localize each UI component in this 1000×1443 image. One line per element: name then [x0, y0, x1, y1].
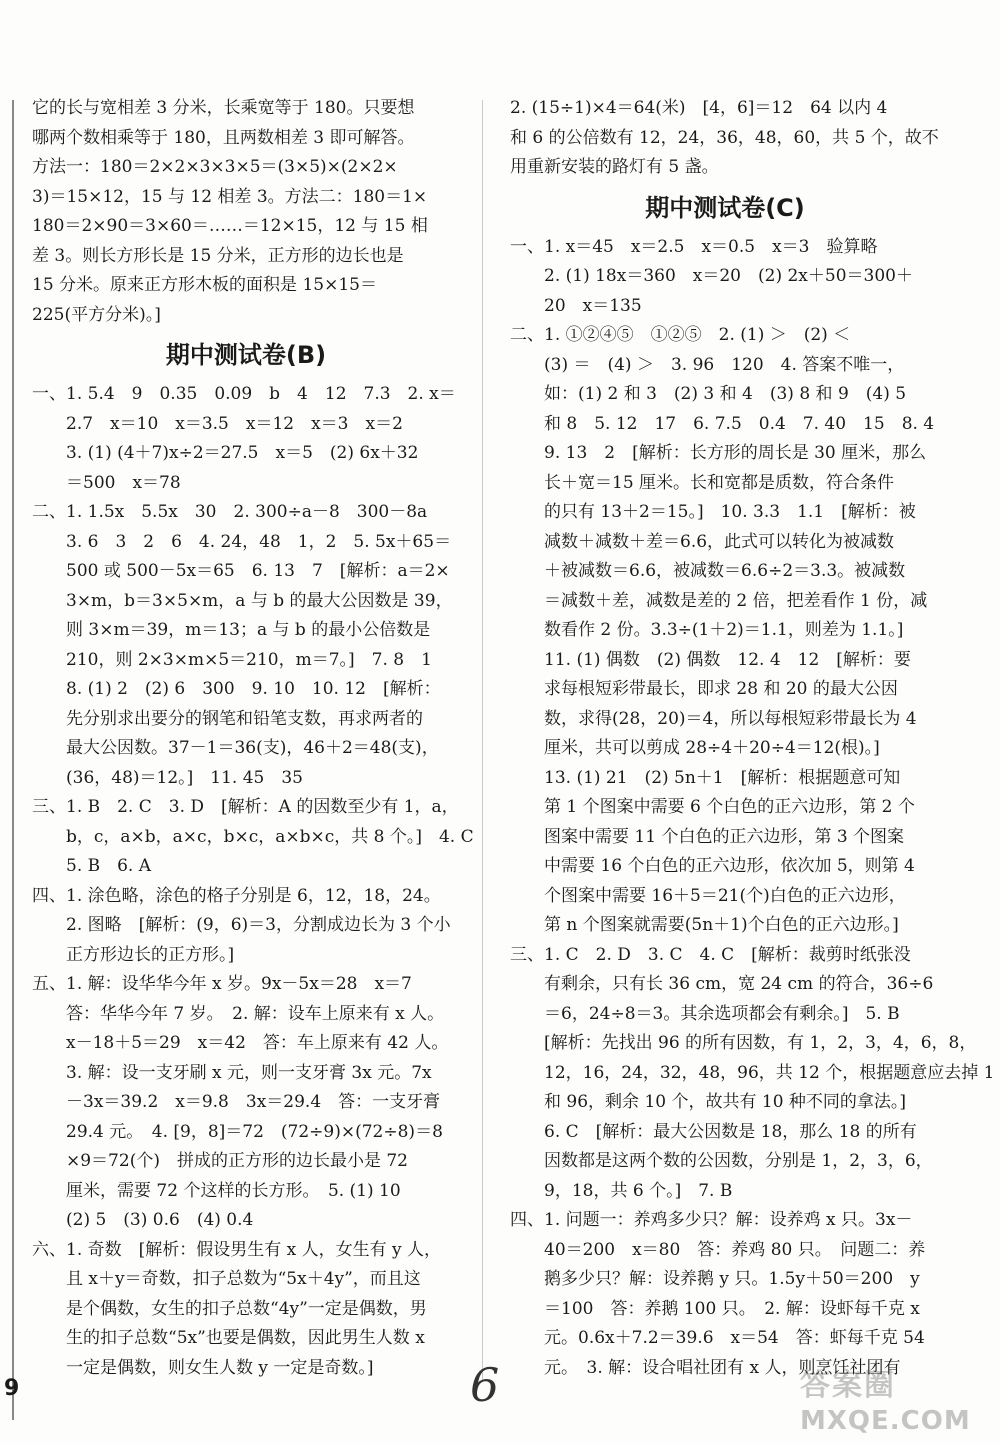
answer-line: 元。0.6x＋7.2＝39.6 x＝54 答：虾每千克 54	[544, 1328, 925, 1348]
watermark-text: 答案圈	[800, 1368, 896, 1403]
answer-line: 一、1. 5.4 9 0.35 0.09 b 4 12 7.3 2. x＝	[32, 384, 456, 404]
section-c-answers	[510, 233, 995, 1384]
answer-line: 9. 13 2 [解析：长方形的周长是 30 厘米，那么	[544, 443, 927, 463]
answer-line: 厘米，需要 72 个这样的长方形。 5. (1) 10	[66, 1180, 401, 1201]
answer-line: 11. (1) 偶数 (2) 偶数 12. 4 12 [解析：要	[544, 649, 911, 670]
text-line: 225(平方分米)。]	[32, 304, 161, 325]
left-column	[32, 94, 474, 1383]
answer-line: 则 3×m＝39，m＝13；a 与 b 的最小公倍数是	[66, 620, 431, 640]
answer-line: 2. (1) 18x＝360 x＝20 (2) 2x＋50＝300＋	[544, 266, 913, 286]
answer-line: x－18＋5＝29 x＝42 答：车上原来有 42 人。	[66, 1033, 449, 1053]
answer-line: ＝减数＋差，减数是差的 2 倍，把差看作 1 份，减	[544, 590, 928, 611]
answer-line: 四、1. 问题一：养鸡多少只？解：设养鸡 x 只。3x－	[510, 1210, 913, 1230]
answer-line: 5. B 6. A	[66, 856, 152, 876]
answer-line: 第 1 个图案中需要 6 个白色的正六边形，第 2 个	[544, 797, 915, 817]
answer-line: 答：华华今年 7 岁。 2. 解：设车上原来有 x 人。	[66, 1003, 445, 1024]
answer-line: 8. (1) 2 (2) 6 300 9. 10 10. 12 [解析：	[66, 679, 441, 699]
answer-line: 最大公因数。37－1＝36(支)，46＋2＝48(支)，	[66, 738, 439, 758]
answer-line: 三、1. B 2. C 3. D [解析：A 的因数至少有 1，a，	[32, 797, 459, 817]
answer-line: 一、1. x＝45 x＝2.5 x＝0.5 x＝3 验算略	[510, 236, 878, 257]
right-column	[510, 94, 995, 1383]
page-number: 9	[4, 1376, 20, 1401]
answer-line: 13. (1) 21 (2) 5n＋1 [解析：根据题意可知	[544, 767, 901, 788]
page-binding-edge	[12, 100, 14, 1420]
right-intro-text	[510, 94, 940, 183]
section-title-c: 期中测试卷(C)	[645, 193, 805, 222]
answer-line: 五、1. 解：设华华今年 x 岁。9x－5x＝28 x＝7	[32, 974, 412, 994]
text-line: 哪两个数相乘等于 180，且两数相差 3 即可解答。	[32, 127, 415, 148]
answer-line: 是个偶数，女生的扣子总数“4y”一定是偶数，男	[66, 1298, 427, 1319]
answer-line: 20 x＝135	[544, 295, 642, 316]
answer-line: 减数＋减数＋差＝6.6，此式可以转化为被减数	[544, 531, 895, 552]
text-line: 它的长与宽相差 3 分米，长乘宽等于 180。只要想	[32, 98, 415, 118]
column-divider	[482, 100, 483, 1380]
answer-line: －3x＝39.2 x＝9.8 3x＝29.4 答：一支牙膏	[66, 1092, 441, 1112]
answer-line: [解析：先找出 96 的所有因数，有 1，2，3，4，6，8，	[544, 1033, 977, 1053]
answer-line: 长＋宽＝15 厘米。长和宽都是质数，符合条件	[544, 472, 895, 493]
answer-line: 生的扣子总数“5x”也要是偶数，因此男生人数 x	[66, 1328, 425, 1348]
answer-line: 12，16，24，32，48，96，共 12 个，根据题意应去掉 1	[544, 1062, 995, 1083]
answer-line: (3) ＝ (4) ＞ 3. 96 120 4. 答案不唯一，	[544, 354, 905, 375]
answer-line: (36，48)＝12。] 11. 45 35	[66, 767, 303, 788]
watermark-url: MXQE.COM	[800, 1406, 971, 1436]
answer-line: 一定是偶数，则女生人数 y 一定是奇数。]	[66, 1357, 374, 1378]
answer-line: 3. 6 3 2 6 4. 24，48 1，2 5. 5x＋65＝	[66, 531, 452, 552]
answer-line: 和 8 5. 12 17 6. 7.5 0.4 7. 40 15 8. 4	[544, 413, 935, 434]
answer-line: 6. C [解析：最大公因数是 18，那么 18 的所有	[544, 1121, 917, 1142]
answer-line: 数，求得(28，20)＝4，所以每根短彩带最长为 4	[544, 708, 917, 729]
answer-line: 四、1. 涂色略，涂色的格子分别是 6，12，18，24。	[32, 885, 441, 906]
watermark-logo	[800, 1360, 996, 1440]
text-line: 和 6 的公倍数有 12，24，36，48，60，共 5 个，故不	[510, 127, 939, 148]
answer-line: (2) 5 (3) 0.6 (4) 0.4	[66, 1210, 254, 1230]
answer-line: 二、1. 1.5x 5.5x 30 2. 300÷a－8 300－8a	[32, 502, 428, 522]
answer-line: 210，则 2×3×m×5＝210，m＝7。] 7. 8 1	[66, 649, 432, 670]
answer-line: 和 96，剩余 10 个，故共有 10 种不同的拿法。]	[544, 1092, 907, 1112]
text-line: 3)＝15×12，15 与 12 相差 3。方法二：180＝1×	[32, 186, 428, 207]
text-line: 15 分米。原来正方形木板的面积是 15×15＝	[32, 275, 377, 295]
text-line: 180＝2×90＝3×60＝……＝12×15，12 与 15 相	[32, 216, 428, 236]
text-line: 方法一：180＝2×2×3×3×5＝(3×5)×(2×2×	[32, 157, 398, 177]
answer-line: ×9＝72(个) 拼成的正方形的边长最小是 72	[66, 1151, 408, 1171]
text-line: 用重新安装的路灯有 5 盏。	[510, 157, 719, 177]
text-line: 差 3。则长方形长是 15 分米，正方形的边长也是	[32, 245, 404, 266]
answer-line: 正方形边长的正方形。]	[66, 944, 235, 965]
answer-line: 有剩余，只有长 36 cm，宽 24 cm 的符合，36÷6	[544, 974, 934, 994]
answer-line: 500 或 500－5x＝65 6. 13 7 [解析：a＝2×	[66, 561, 450, 581]
answer-line: 求每根短彩带最长，即求 28 和 20 的最大公因	[544, 679, 898, 699]
answer-line: ＝6，24÷8＝3。其余选项都会有剩余。] 5. B	[544, 1003, 900, 1024]
left-intro-text	[32, 94, 460, 330]
section-title-b: 期中测试卷(B)	[165, 341, 327, 369]
answer-line: 3. (1) (4＋7)x÷2＝27.5 x＝5 (2) 6x＋32	[66, 443, 419, 463]
answer-line: 厘米，共可以剪成 28÷4＋20÷4＝12(根)。]	[544, 738, 880, 758]
answer-line: ＝500 x＝78	[66, 472, 181, 493]
text-line: 2. (15÷1)×4＝64(米) [4，6]＝12 64 以内 4	[510, 98, 888, 118]
answer-line: 2.7 x＝10 x＝3.5 x＝12 x＝3 x＝2	[66, 413, 403, 434]
answer-line: 29.4 元。 4. [9，8]＝72 (72÷9)×(72÷8)＝8	[66, 1121, 443, 1142]
answer-line: 2. 图略 [解析：(9，6)＝3，分割成边长为 3 个小	[66, 915, 451, 935]
answer-line: 数看作 2 份。3.3÷(1＋2)＝1.1，则差为 1.1。]	[544, 620, 904, 640]
answer-line: 且 x＋y＝奇数，扣子总数为“5x＋4y”，而且这	[66, 1269, 421, 1289]
answer-line: 因数都是这两个数的公因数，分别是 1，2，3，6，	[544, 1151, 933, 1171]
answer-line: 9，18，共 6 个。] 7. B	[544, 1180, 733, 1201]
answer-line: 鹅多少只？解：设养鹅 y 只。1.5y＋50＝200 y	[544, 1269, 920, 1289]
section-b-answers	[32, 380, 474, 1383]
answer-line: 第 n 个图案就需要(5n＋1)个白色的正六边形。]	[544, 915, 899, 935]
answer-line: 中需要 16 个白色的正六边形，依次加 5，则第 4	[544, 856, 915, 876]
handwritten-mark: 6	[470, 1358, 500, 1412]
answer-line: 元。 3. 解：设合唱社团有 x 人，则烹饪社团有	[544, 1357, 901, 1378]
answer-line: 三、1. C 2. D 3. C 4. C [解析：裁剪时纸张没	[510, 944, 911, 965]
answer-line: 的只有 13＋2＝15。] 10. 3.3 1.1 [解析：被	[544, 502, 916, 522]
answer-line: 个图案中需要 16＋5＝21(个)白色的正六边形，	[544, 885, 906, 906]
answer-line: 图案中需要 11 个白色的正六边形，第 3 个图案	[544, 826, 905, 847]
answer-line: 二、1. ①②④⑤ ①②⑤ 2. (1) ＞ (2) ＜	[510, 325, 851, 345]
answer-line: 3×m，b＝3×5×m，a 与 b 的最大公因数是 39，	[66, 590, 453, 611]
answer-line: 3. 解：设一支牙刷 x 元，则一支牙膏 3x 元。7x	[66, 1062, 432, 1083]
answer-line: b，c，a×b，a×c，b×c，a×b×c，共 8 个。] 4. C	[66, 826, 474, 847]
answer-line: 如：(1) 2 和 3 (2) 3 和 4 (3) 8 和 9 (4) 5	[544, 384, 907, 404]
answer-line: ＝100 答：养鹅 100 只。 2. 解：设虾每千克 x	[544, 1298, 920, 1319]
answer-line: 先分别求出要分的钢笔和铅笔支数，再求两者的	[66, 708, 423, 729]
answer-line: 六、1. 奇数 [解析：假设男生有 x 人，女生有 y 人，	[32, 1239, 442, 1260]
answer-line: 40＝200 x＝80 答：养鸡 80 只。 问题二：养	[544, 1239, 926, 1260]
answer-line: ＋被减数＝6.6，被减数＝6.6÷2＝3.3。被减数	[544, 561, 906, 581]
